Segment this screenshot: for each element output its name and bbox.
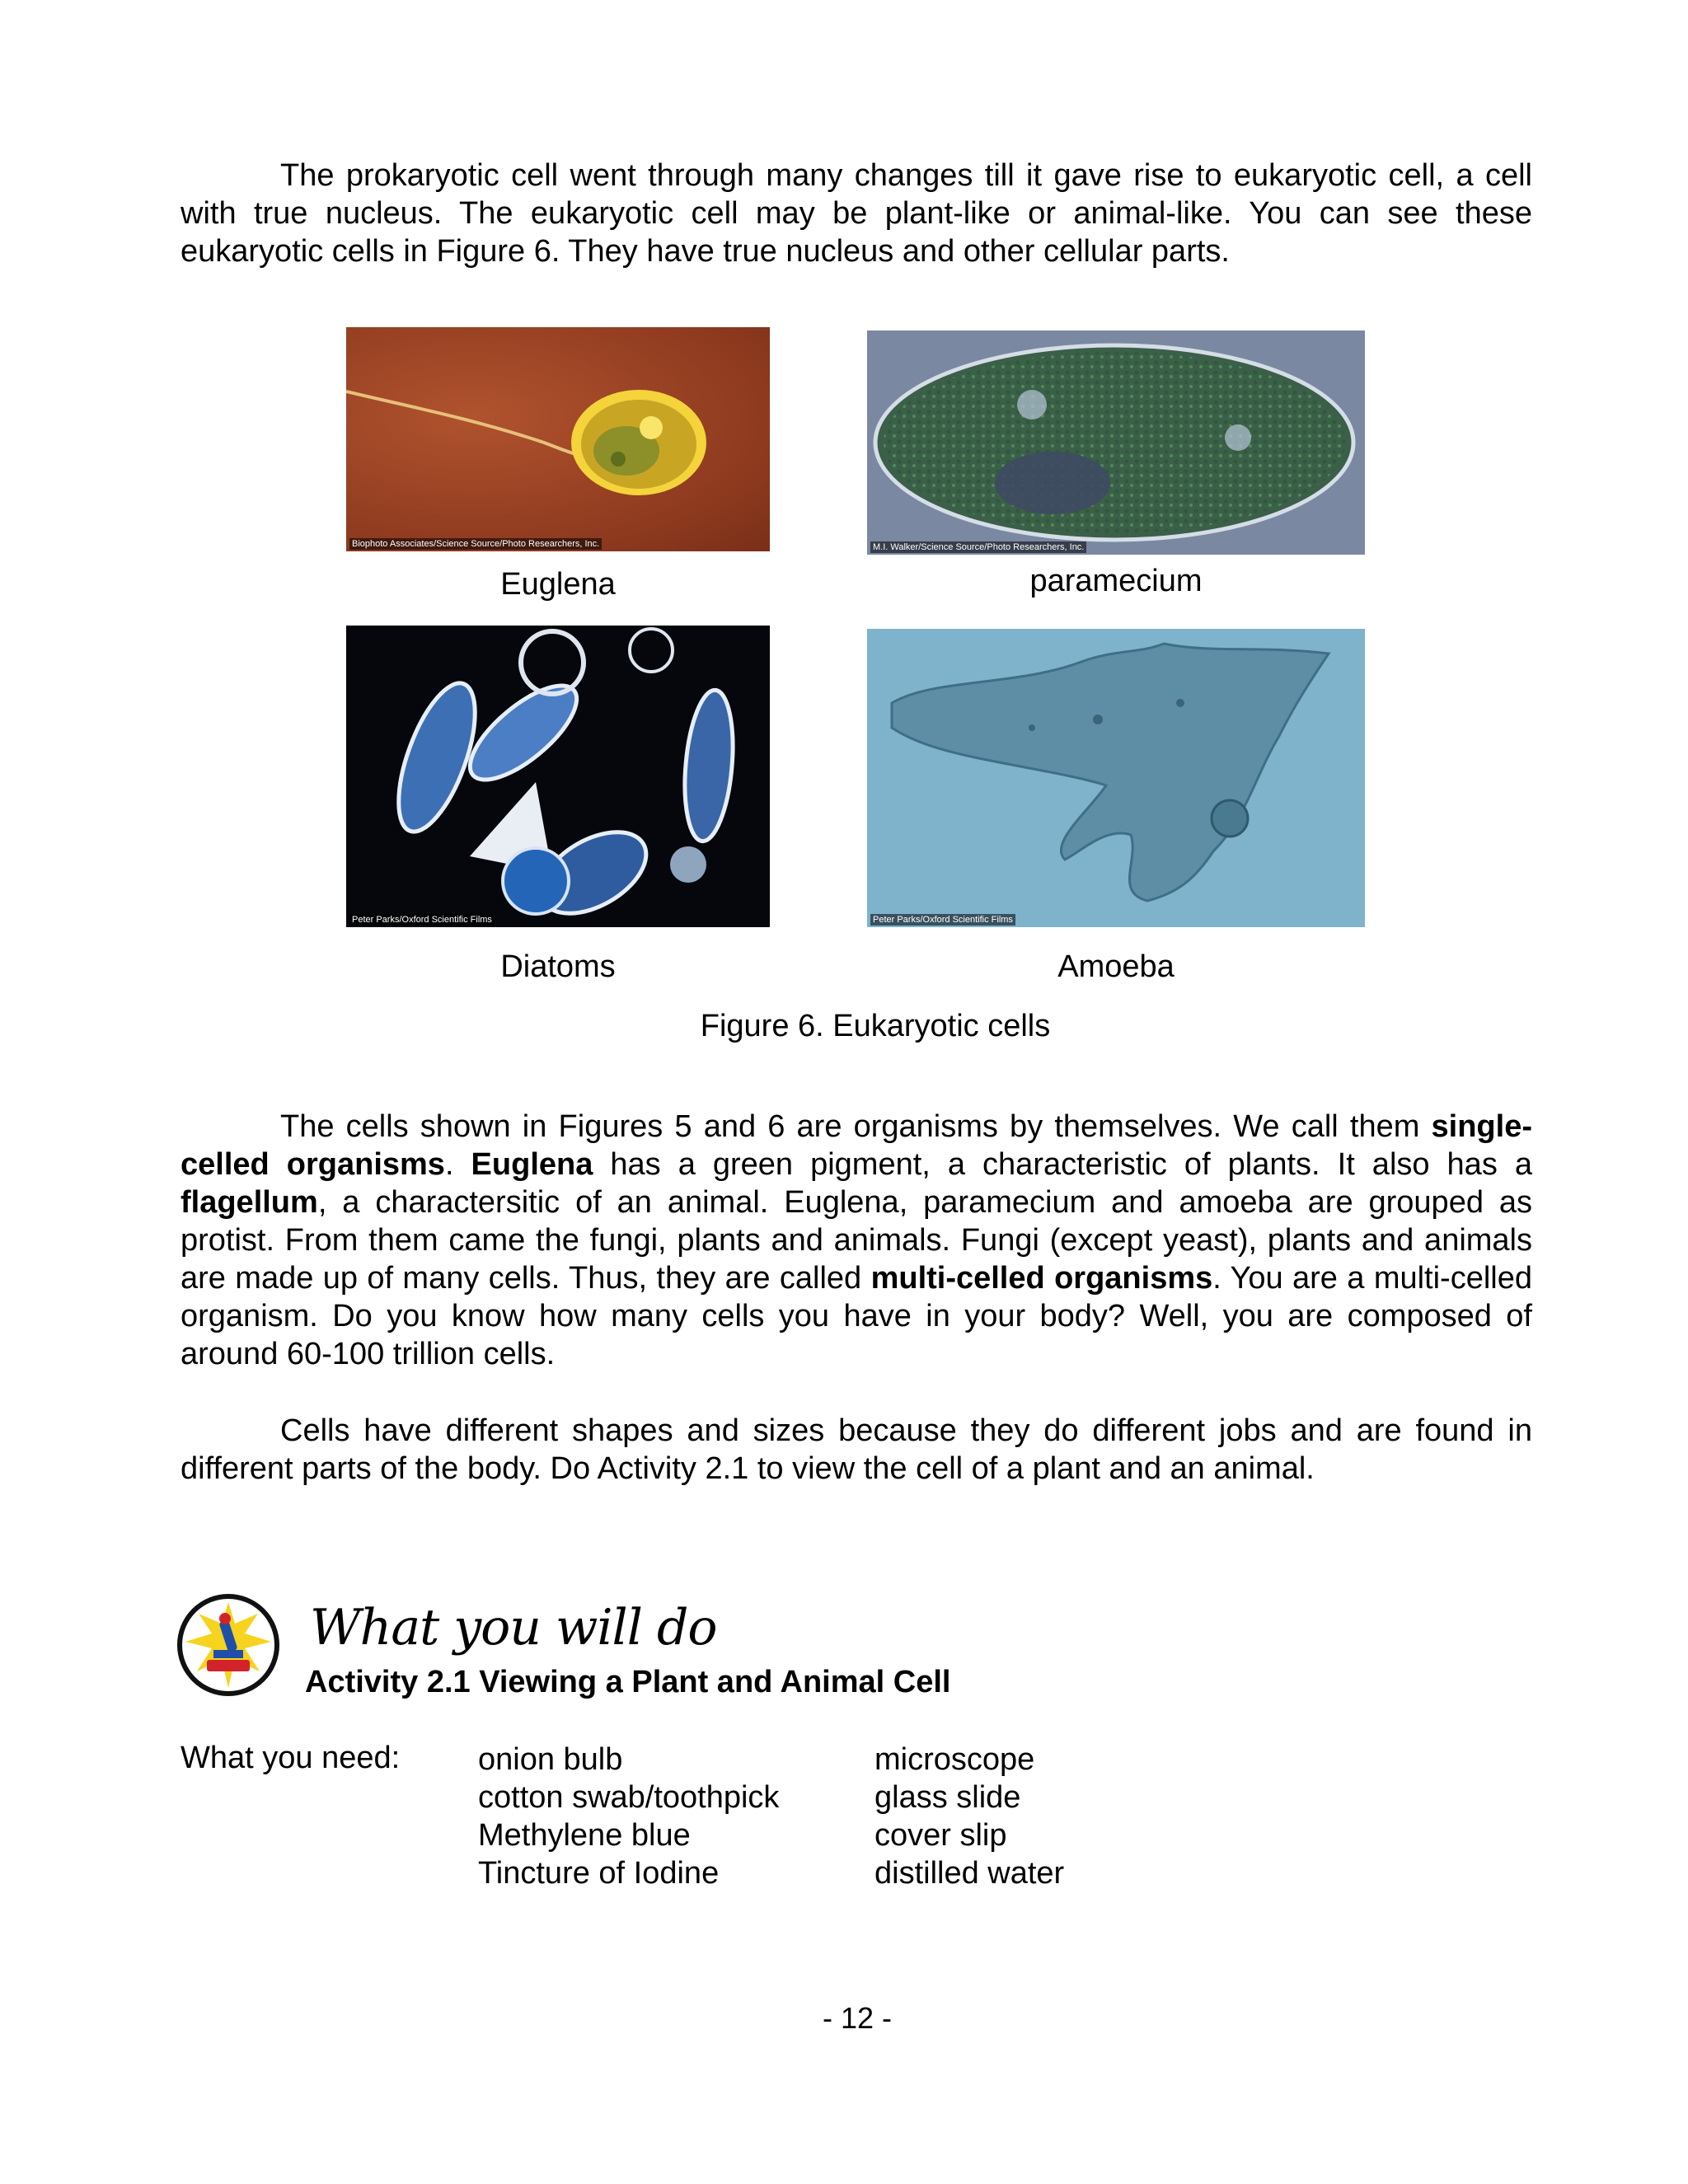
euglena-credit: Biophoto Associates/Science Source/Photo Researchers, Inc. (349, 538, 602, 550)
material-item: Methylene blue (478, 1818, 691, 1853)
body-text-4: , a charactersitic of an animal. Euglena, paramecium and amoeba are grouped as protist. From them came the fungi, plants and animals. Fungi (except yeast), plants and animals are made up of many cells. Thus, they are called (181, 1185, 1532, 1296)
paramecium-illustration (867, 330, 1365, 555)
amoeba-image (867, 629, 1365, 927)
material-item: onion bulb (478, 1742, 623, 1777)
activity-title: Activity 2.1 Viewing a Plant and Animal Cell (305, 1665, 951, 1699)
intro-paragraph-text: The prokaryotic cell went through many changes till it gave rise to eukaryotic cell, a cell with true nucleus. The eukaryotic cell may be plant-like or animal-like. You can see these eukaryotic cells in Figure 6. They have true nucleus and other cellular parts. (181, 158, 1532, 269)
amoeba-illustration (867, 629, 1365, 927)
paramecium-credit: M.I. Walker/Science Source/Photo Researchers, Inc. (870, 541, 1086, 553)
cells-paragraph (181, 1412, 1532, 1488)
euglena-illustration (346, 327, 770, 551)
term-euglena: Euglena (471, 1147, 593, 1182)
caption-paramecium: paramecium (1029, 564, 1203, 598)
intro-paragraph (181, 157, 1532, 270)
what-you-will-do-heading: What you will do (310, 1599, 717, 1657)
diatoms-credit: Peter Parks/Oxford Scientific Films (349, 914, 495, 926)
materials-column-2 (874, 1741, 1064, 1892)
material-item: microscope (874, 1742, 1035, 1777)
amoeba-credit: Peter Parks/Oxford Scientific Films (870, 914, 1015, 926)
caption-diatoms: Diatoms (500, 949, 616, 984)
material-item: Tincture of Iodine (478, 1856, 720, 1891)
material-item: cover slip (874, 1818, 1007, 1853)
euglena-image (346, 327, 770, 551)
needs-label: What you need: (181, 1741, 401, 1775)
paramecium-image (867, 330, 1365, 555)
caption-amoeba: Amoeba (1057, 949, 1175, 984)
body-text-1: The cells shown in Figures 5 and 6 are organisms by themselves. We call them (280, 1109, 1432, 1144)
material-item: glass slide (874, 1780, 1021, 1815)
body-paragraph (181, 1108, 1532, 1373)
body-text-5: . You are a multi-celled organism. Do you know how many cells you have in your body? Well, you are composed of around 60-100 trillion cells. (181, 1261, 1532, 1371)
material-item: distilled water (874, 1856, 1065, 1891)
page-number: - 12 - (822, 2001, 893, 2035)
diatoms-illustration (346, 626, 770, 927)
material-item: cotton swab/toothpick (478, 1780, 780, 1815)
term-flagellum: flagellum (181, 1185, 318, 1220)
term-multi-celled: multi-celled organisms (870, 1261, 1213, 1296)
body-text-3: has a green pigment, a characteristic of plants. It also has a (593, 1147, 1532, 1182)
microscope-icon (177, 1594, 279, 1696)
figure-caption: Figure 6. Eukaryotic cells (700, 1009, 1051, 1043)
diatoms-image (346, 626, 770, 927)
body-text-2: . (444, 1147, 471, 1182)
term-single-celled: single-celled organisms (181, 1109, 1532, 1182)
materials-column-1 (478, 1741, 779, 1892)
cells-paragraph-text: Cells have different shapes and sizes because they do different jobs and are found in different parts of the body. Do Activity 2.1 to view the cell of a plant and an animal. (181, 1413, 1532, 1486)
caption-euglena: Euglena (500, 567, 616, 602)
